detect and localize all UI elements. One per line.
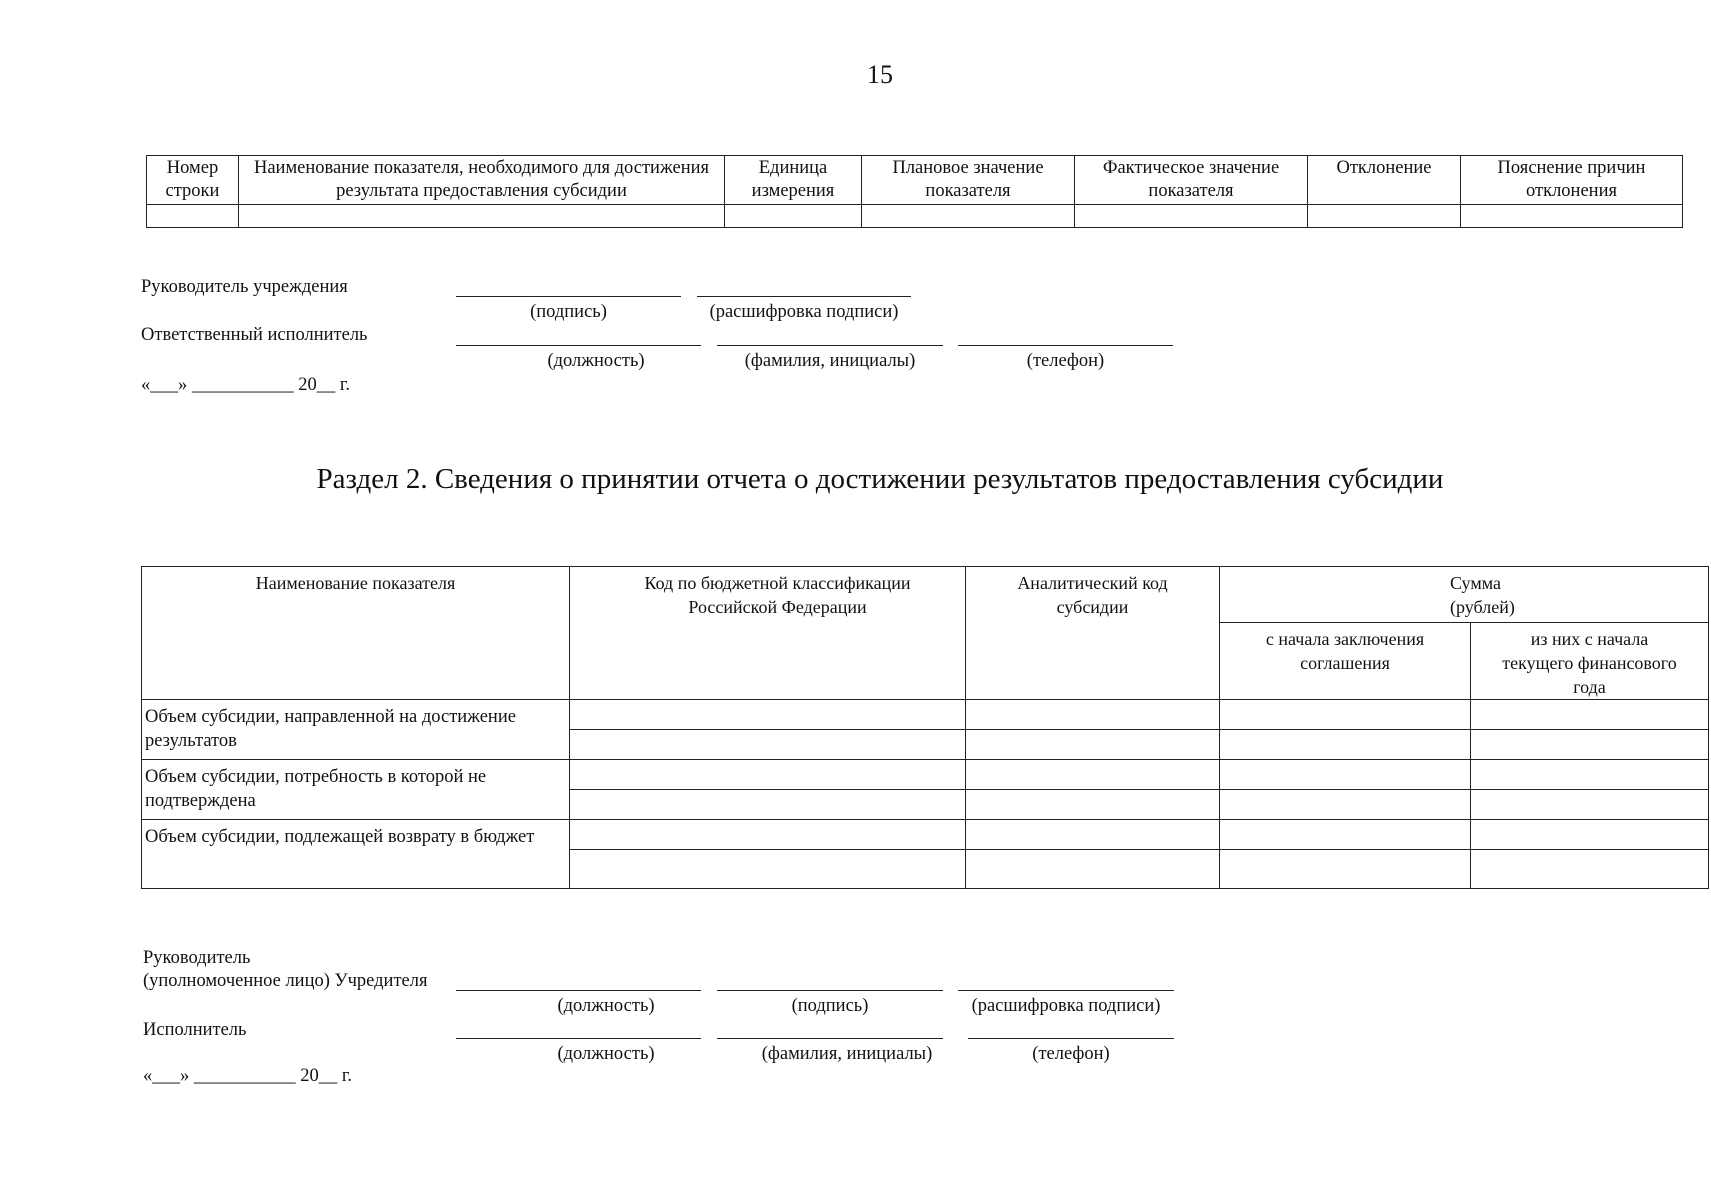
table-row (147, 205, 1683, 228)
table-header-row (147, 156, 1683, 205)
position-line[interactable] (456, 1038, 701, 1039)
table-cell[interactable] (1220, 730, 1471, 760)
table-cell[interactable] (1471, 730, 1709, 760)
header-deviation: Отклонение (1308, 156, 1461, 205)
header-deviation-reason: Пояснение причин отклонения (1461, 156, 1683, 205)
caption-decoding: (расшифровка подписи) (971, 996, 1161, 1016)
date-line: «___» ___________ 20__ г. (141, 375, 351, 395)
table-cell[interactable] (1220, 790, 1471, 820)
results-table (146, 155, 1683, 228)
phone-line[interactable] (958, 345, 1173, 346)
table-cell[interactable] (239, 205, 725, 228)
head-label-continued: (уполномоченное лицо) Учредителя (143, 971, 428, 991)
table-cell[interactable] (1471, 790, 1709, 820)
table-cell[interactable] (1471, 700, 1709, 730)
header-actual-value: Фактическое значение показателя (1075, 156, 1308, 205)
page-number: 15 (867, 60, 893, 89)
name-line[interactable] (717, 345, 943, 346)
head-label: Руководитель учреждения (141, 277, 348, 297)
signature-line[interactable] (717, 990, 943, 991)
table-cell[interactable] (570, 820, 966, 850)
table-cell[interactable] (1075, 205, 1308, 228)
date-line: «___» ___________ 20__ г. (143, 1066, 353, 1086)
table-cell[interactable] (862, 205, 1075, 228)
head-label: Руководитель (143, 948, 251, 968)
position-line[interactable] (456, 345, 701, 346)
table-cell[interactable] (1471, 760, 1709, 790)
acceptance-table (141, 566, 1709, 889)
section-title: Раздел 2. Сведения о принятии отчета о достижении результатов предоставления субсидии (316, 463, 1444, 495)
name-line[interactable] (717, 1038, 943, 1039)
signature-line[interactable] (456, 296, 681, 297)
table-cell[interactable] (1461, 205, 1683, 228)
header-row-number: Номер строки (147, 156, 239, 205)
table-cell[interactable] (1220, 850, 1471, 889)
table-cell[interactable] (570, 850, 966, 889)
table-header-row (142, 567, 1709, 623)
table-cell[interactable] (1220, 760, 1471, 790)
table-cell[interactable] (570, 760, 966, 790)
table-cell[interactable] (570, 790, 966, 820)
table-cell[interactable] (966, 700, 1220, 730)
header-indicator-name: Наименование показателя, необходимого для достижения результата предоставления субсидии (239, 156, 725, 205)
signature-decoding-line[interactable] (697, 296, 911, 297)
table-cell[interactable] (1308, 205, 1461, 228)
table-cell[interactable] (966, 790, 1220, 820)
executor-label: Ответственный исполнитель (141, 325, 368, 345)
table-cell[interactable] (966, 730, 1220, 760)
caption-signature: (подпись) (530, 302, 607, 322)
header-sum-current-year: из них с начала текущего финансового года (1471, 623, 1709, 700)
table-cell[interactable] (966, 850, 1220, 889)
caption-position: (должность) (557, 1044, 655, 1064)
caption-name: (фамилия, инициалы) (761, 1044, 933, 1064)
table-cell[interactable] (570, 730, 966, 760)
row-label: Объем субсидии, подлежащей возврату в бюджет (142, 820, 570, 889)
executor-label: Исполнитель (143, 1020, 247, 1040)
table-cell[interactable] (1471, 850, 1709, 889)
position-line[interactable] (456, 990, 701, 991)
table-cell[interactable] (966, 760, 1220, 790)
table-cell[interactable] (570, 700, 966, 730)
table-row (142, 760, 1709, 790)
table-cell[interactable] (725, 205, 862, 228)
header-name: Наименование показателя (142, 567, 570, 700)
header-kbk: Код по бюджетной классификации Российской Федерации (570, 567, 966, 700)
header-analytic-code: Аналитический код субсидии (966, 567, 1220, 700)
table-cell[interactable] (966, 820, 1220, 850)
caption-name: (фамилия, инициалы) (744, 351, 916, 371)
header-planned-value: Плановое значение показателя (862, 156, 1075, 205)
row-label: Объем субсидии, потребность в которой не подтверждена (142, 760, 570, 820)
table-row (142, 820, 1709, 850)
caption-decoding: (расшифровка подписи) (709, 302, 899, 322)
table-cell[interactable] (1220, 820, 1471, 850)
phone-line[interactable] (968, 1038, 1174, 1039)
caption-signature: (подпись) (791, 996, 869, 1016)
caption-phone: (телефон) (1032, 1044, 1110, 1064)
header-unit: Единица измерения (725, 156, 862, 205)
table-cell[interactable] (147, 205, 239, 228)
table-row (142, 700, 1709, 730)
header-sum-from-agreement: с начала заключения соглашения (1220, 623, 1471, 700)
caption-position: (должность) (557, 996, 655, 1016)
table-cell[interactable] (1220, 700, 1471, 730)
table-cell[interactable] (1471, 820, 1709, 850)
signature-decoding-line[interactable] (958, 990, 1174, 991)
header-sum: Сумма (рублей) (1220, 567, 1709, 623)
caption-position: (должность) (547, 351, 645, 371)
caption-phone: (телефон) (1026, 351, 1105, 371)
row-label: Объем субсидии, направленной на достижение результатов (142, 700, 570, 760)
